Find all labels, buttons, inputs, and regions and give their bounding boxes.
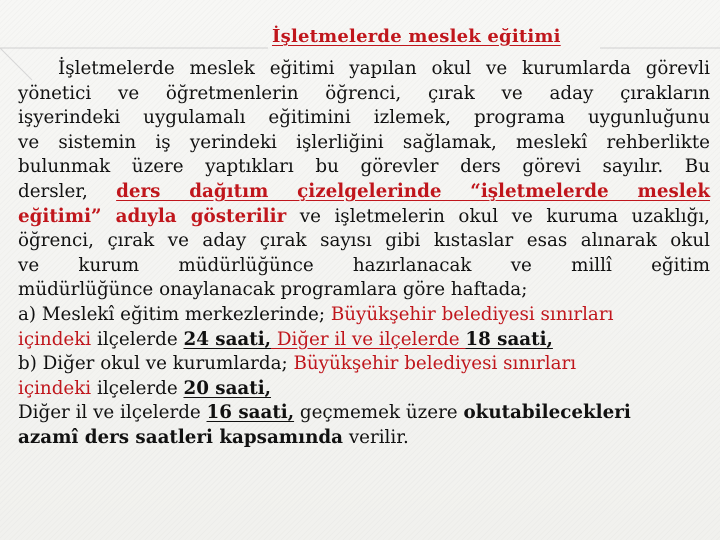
text-verilir: verilir.	[343, 426, 409, 448]
text-dagitim-cizelgeleri: ders dağıtım çizelgelerinde “işletmelerde meslek	[116, 180, 710, 202]
text-line-1: İşletmelerde meslek eğitimi yapılan okul ve kurumlarda görevli	[58, 58, 710, 79]
text-diger-il-2: Diğer il ve ilçelerde	[18, 402, 207, 424]
text-line-12	[18, 328, 710, 353]
text-line-13	[18, 352, 710, 377]
text-line-16	[18, 426, 710, 451]
text-line-7	[18, 205, 710, 230]
text-line-4: ve sistemin iş yerindeki işlerliğini sağlamak, meslekî rehberlikte	[18, 131, 710, 153]
text-diger-il-1: Diğer il ve ilçelerde	[271, 328, 466, 350]
text-adiyla-gosterilir: eğitimi” adıyla gösterilir	[18, 205, 287, 227]
text-line-8: öğrenci, çırak ve aday çırak sayısı gibi kıstaslar esas alınarak okul	[18, 230, 710, 252]
text-line-6	[18, 180, 710, 205]
text-line-2: yönetici ve öğretmenlerin öğrenci, çırak ve aday çırakların	[18, 82, 710, 104]
text-line-5: bulunmak üzere yaptıkları bu görevler ders görevi sayılır. Bu	[18, 156, 710, 178]
text-b-diger: b) Diğer okul ve kurumlarda;	[18, 353, 294, 375]
text-line-9: ve kurum müdürlüğünce hazırlanacak ve millî eğitim	[18, 254, 710, 276]
text-ilcelerde-2: ilçelerde	[91, 377, 184, 399]
page-title: İşletmelerde meslek eğitimi	[272, 26, 561, 47]
text-gecmemek: geçmemek üzere	[294, 402, 464, 424]
text-line-14	[18, 377, 710, 402]
text-azami-ders: azamî ders saatleri kapsamında	[18, 426, 344, 448]
text-line-10: müdürlüğünce onaylanacak programlara göre haftada;	[18, 279, 528, 301]
text-buyuksehir-1: Büyükşehir belediyesi sınırları	[330, 303, 614, 325]
text-okutabilecekleri: okutabilecekleri	[463, 402, 631, 424]
text-buyuksehir-2: Büyükşehir belediyesi sınırları	[293, 353, 577, 375]
text-uzakligi: ve işletmelerin okul ve kuruma uzaklığı,	[286, 205, 710, 227]
text-18-saati: 18 saati,	[465, 328, 553, 350]
text-a-meslek: a) Meslekî eğitim merkezlerinde;	[18, 303, 331, 325]
text-line-15	[18, 401, 710, 426]
text-16-saati: 16 saati,	[206, 402, 295, 424]
text-icindeki-2: içindeki	[18, 377, 92, 399]
text-icindeki-1: içindeki	[18, 328, 92, 350]
text-line-11	[18, 303, 710, 328]
text-ilcelerde-1: ilçelerde	[91, 328, 184, 350]
text-24-saati: 24 saati,	[183, 328, 272, 350]
text-dersler: dersler,	[18, 180, 88, 202]
text-20-saati: 20 saati,	[183, 377, 272, 399]
body-text	[18, 57, 710, 451]
text-line-3: işyerindeki uygulamalı eğitimini izlemek, programa uygunluğunu	[18, 107, 710, 129]
